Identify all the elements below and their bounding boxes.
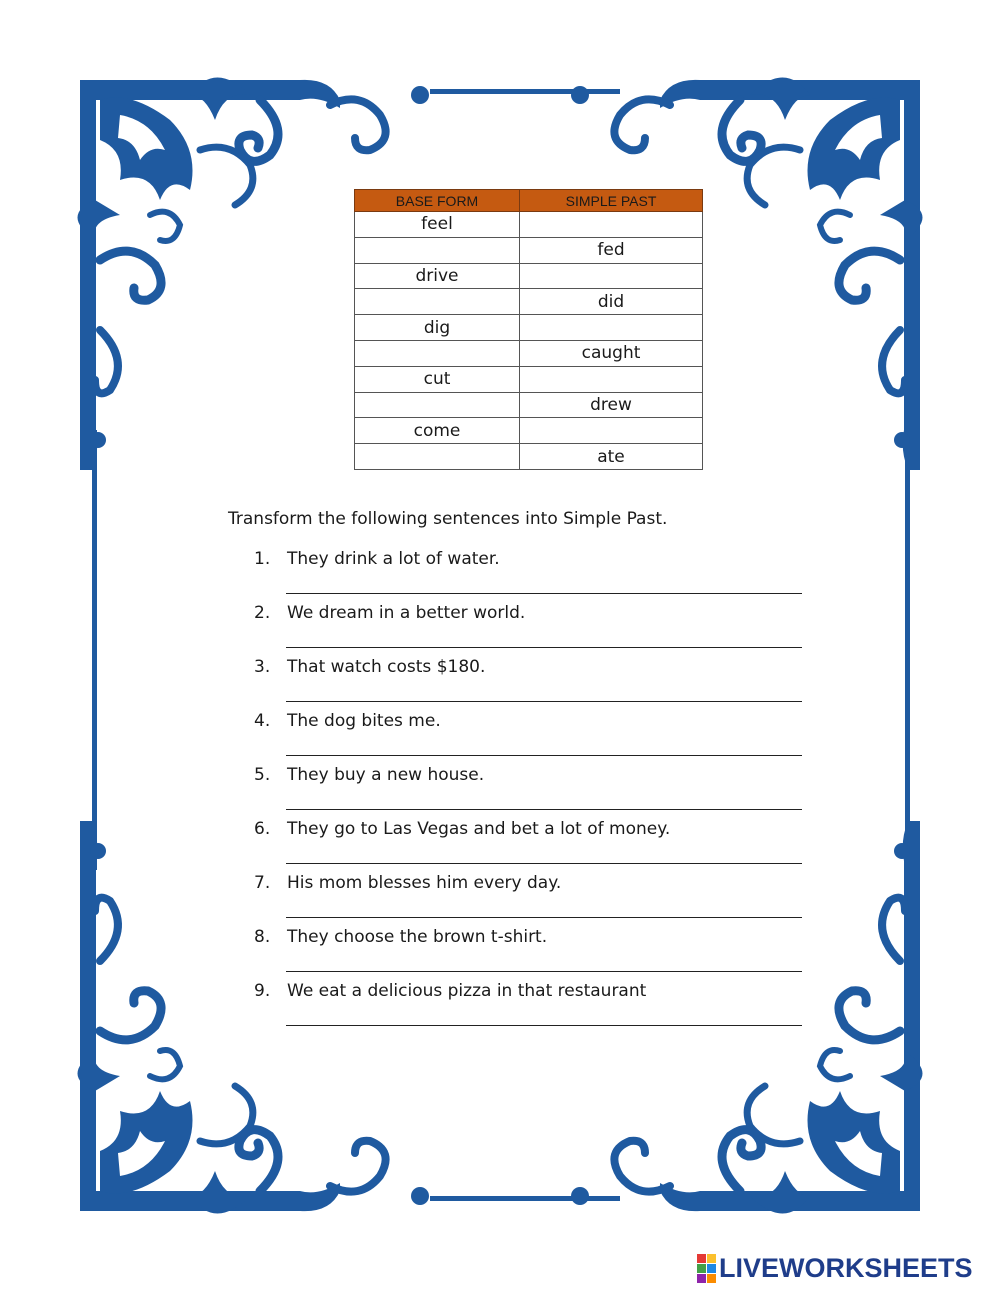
table-cell[interactable]: ate <box>520 444 703 470</box>
item-number: 1. <box>254 549 271 569</box>
answer-field[interactable] <box>286 971 802 972</box>
item-number: 5. <box>254 765 271 785</box>
sentence-list <box>254 549 814 1035</box>
logo-blocks-icon <box>697 1254 716 1283</box>
sentence-text: The dog bites me. <box>287 711 441 731</box>
table-row <box>355 212 703 238</box>
answer-field[interactable] <box>286 917 802 918</box>
table-cell[interactable] <box>520 212 703 238</box>
verb-table <box>354 189 703 470</box>
table-cell[interactable]: fed <box>520 237 703 263</box>
answer-field[interactable] <box>286 701 802 702</box>
table-cell[interactable] <box>355 444 520 470</box>
table-cell[interactable] <box>520 315 703 341</box>
list-item <box>254 549 814 603</box>
item-number: 6. <box>254 819 271 839</box>
table-row <box>355 237 703 263</box>
instruction-text: Transform the following sentences into Simple Past. <box>228 509 668 529</box>
table-cell[interactable] <box>520 263 703 289</box>
item-number: 3. <box>254 657 271 677</box>
sentence-text: They drink a lot of water. <box>287 549 500 569</box>
item-number: 9. <box>254 981 271 1001</box>
table-cell[interactable] <box>355 340 520 366</box>
table-cell[interactable] <box>355 289 520 315</box>
sentence-text: They buy a new house. <box>287 765 485 785</box>
table-cell[interactable]: drive <box>355 263 520 289</box>
table-row <box>355 315 703 341</box>
list-item <box>254 765 814 819</box>
sentence-text: We eat a delicious pizza in that restaurant <box>287 981 647 1001</box>
list-item <box>254 873 814 927</box>
list-item <box>254 927 814 981</box>
table-cell[interactable]: come <box>355 418 520 444</box>
sentence-text: His mom blesses him every day. <box>287 873 562 893</box>
table-cell[interactable] <box>520 418 703 444</box>
brand-name: LIVEWORKSHEETS <box>719 1252 973 1283</box>
table-row <box>355 366 703 392</box>
list-item <box>254 981 814 1035</box>
answer-field[interactable] <box>286 755 802 756</box>
table-row <box>355 263 703 289</box>
item-number: 8. <box>254 927 271 947</box>
liveworksheets-logo <box>697 1252 973 1284</box>
sentence-text: They choose the brown t-shirt. <box>287 927 548 947</box>
table-row <box>355 444 703 470</box>
answer-field[interactable] <box>286 1025 802 1026</box>
header-simple-past: SIMPLE PAST <box>520 190 703 212</box>
table-cell[interactable] <box>355 237 520 263</box>
answer-field[interactable] <box>286 593 802 594</box>
item-number: 4. <box>254 711 271 731</box>
table-row <box>355 392 703 418</box>
sentence-text: That watch costs $180. <box>287 657 486 677</box>
table-cell[interactable]: dig <box>355 315 520 341</box>
table-header-row <box>355 190 703 212</box>
table-cell[interactable]: drew <box>520 392 703 418</box>
answer-field[interactable] <box>286 647 802 648</box>
list-item <box>254 819 814 873</box>
table-cell[interactable] <box>520 366 703 392</box>
item-number: 2. <box>254 603 271 623</box>
table-row <box>355 289 703 315</box>
sentence-text: We dream in a better world. <box>287 603 526 623</box>
table-cell[interactable]: feel <box>355 212 520 238</box>
answer-field[interactable] <box>286 809 802 810</box>
item-number: 7. <box>254 873 271 893</box>
list-item <box>254 711 814 765</box>
table-row <box>355 340 703 366</box>
list-item <box>254 657 814 711</box>
answer-field[interactable] <box>286 863 802 864</box>
sentence-text: They go to Las Vegas and bet a lot of money. <box>287 819 671 839</box>
table-cell[interactable]: did <box>520 289 703 315</box>
table-cell[interactable] <box>355 392 520 418</box>
header-base-form: BASE FORM <box>355 190 520 212</box>
table-cell[interactable]: cut <box>355 366 520 392</box>
table-cell[interactable]: caught <box>520 340 703 366</box>
list-item <box>254 603 814 657</box>
table-row <box>355 418 703 444</box>
